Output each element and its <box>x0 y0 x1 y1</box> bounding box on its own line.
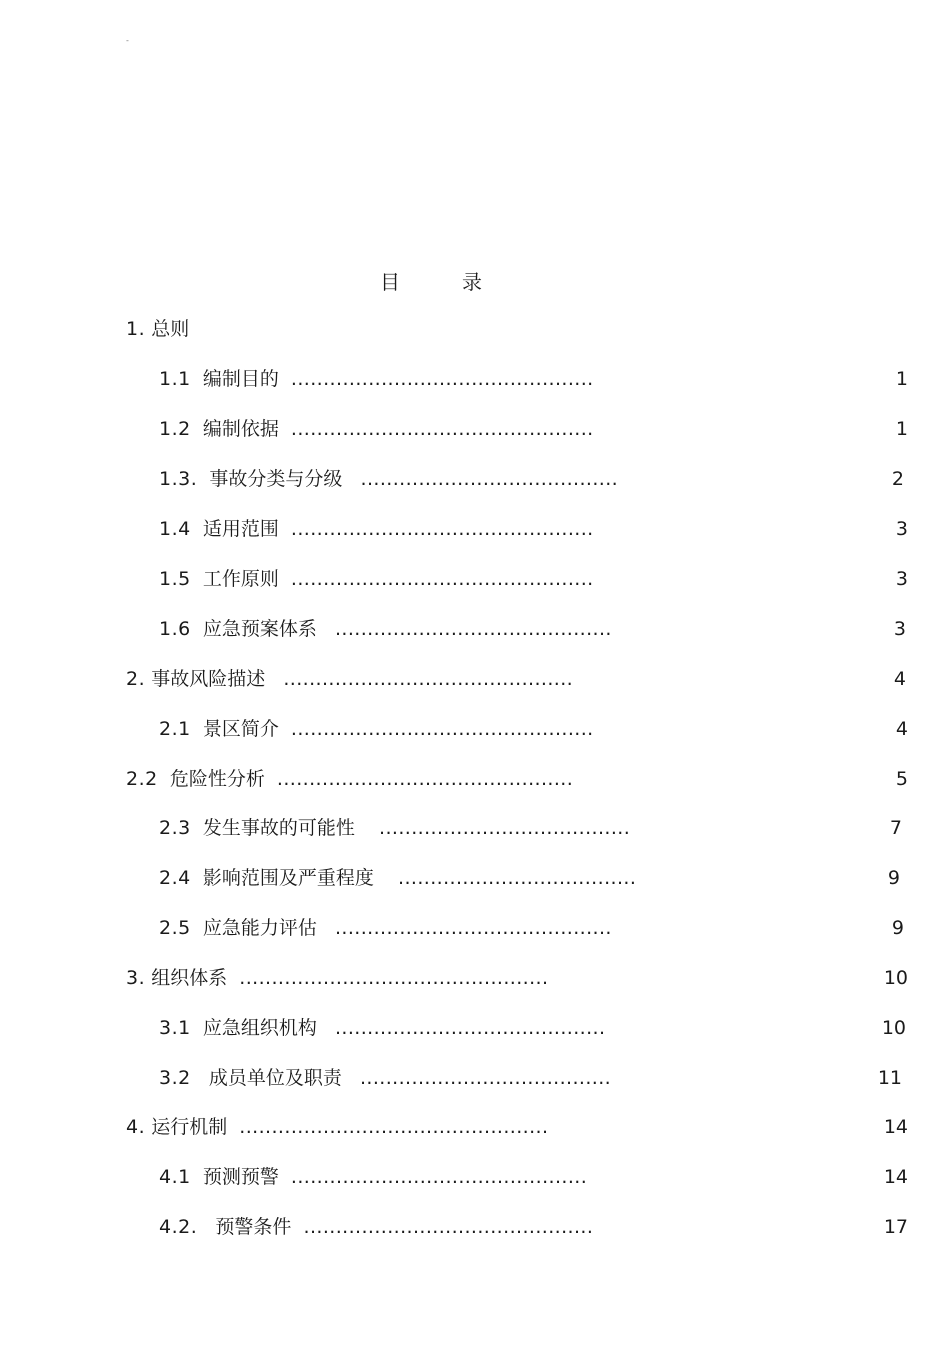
toc-page-number: 1 <box>895 368 908 390</box>
toc-entry[interactable] <box>126 966 548 990</box>
toc-entry[interactable] <box>159 567 594 591</box>
toc-entry-text: 景区简介 <box>202 718 279 740</box>
toc-entry-text: 工作原则 <box>202 568 279 590</box>
toc-page-number: 4 <box>893 668 906 690</box>
toc-entry-text: 事故风险描述 <box>151 668 266 690</box>
toc-entry-number: 1.6 <box>159 618 191 640</box>
toc-entry[interactable] <box>159 417 594 441</box>
toc-entry[interactable] <box>126 1115 548 1139</box>
toc-leader-dots: ................................................ <box>239 967 549 989</box>
toc-leader-dots: ..................................... <box>398 867 637 889</box>
toc-leader-dots: ............................................. <box>283 668 574 690</box>
toc-entry[interactable] <box>159 1016 605 1040</box>
toc-leader-dots: ............................................... <box>290 368 594 390</box>
toc-leader-dots: .............................................. <box>276 768 574 790</box>
toc-entry-text: 影响范围及严重程度 <box>202 867 374 889</box>
toc-title-part1: 目 <box>380 270 400 294</box>
toc-page-number: 10 <box>883 967 908 989</box>
toc-entry-text: 运行机制 <box>151 1116 228 1138</box>
toc-entry[interactable] <box>159 717 594 741</box>
toc-entry-text: 发生事故的可能性 <box>202 817 355 839</box>
toc-entry[interactable] <box>159 1066 611 1090</box>
toc-entry-text: 应急能力评估 <box>202 917 317 939</box>
toc-entry-text: 总则 <box>151 318 190 340</box>
toc-page-number: 1 <box>895 418 908 440</box>
toc-entry[interactable] <box>159 617 612 641</box>
toc-entry-number: 1. <box>126 318 146 340</box>
toc-entry[interactable] <box>159 467 618 491</box>
toc-entry[interactable] <box>159 1215 593 1239</box>
toc-entry-number: 1.4 <box>159 518 191 540</box>
toc-entry-text: 应急预案体系 <box>202 618 317 640</box>
toc-page-number: 14 <box>883 1166 908 1188</box>
toc-entry-number: 1.2 <box>159 418 191 440</box>
toc-entry-text: 成员单位及职责 <box>208 1067 342 1089</box>
toc-leader-dots: ........................................... <box>334 917 612 939</box>
toc-page-number: 3 <box>895 518 908 540</box>
toc-entry[interactable] <box>159 367 594 391</box>
toc-page-number: 5 <box>895 768 908 790</box>
toc-entry-text: 编制目的 <box>202 368 279 390</box>
toc-leader-dots: .......................................... <box>334 1017 606 1039</box>
toc-entry-text: 预警条件 <box>215 1216 292 1238</box>
toc-leader-dots: ........................................... <box>334 618 612 640</box>
toc-entry-number: 1.3. <box>159 468 198 490</box>
toc-page-number: 14 <box>883 1116 908 1138</box>
toc-entry-number: 2. <box>126 668 146 690</box>
toc-leader-dots: ............................................. <box>303 1216 594 1238</box>
toc-entry[interactable] <box>126 667 573 691</box>
toc-leader-dots: ................................................ <box>239 1116 549 1138</box>
toc-leader-dots: ............................................... <box>290 718 594 740</box>
toc-entry-number: 3.1 <box>159 1017 191 1039</box>
toc-entry-number: 4.2. <box>159 1216 198 1238</box>
toc-entry-number: 2.3 <box>159 817 191 839</box>
toc-entry-text: 危险性分析 <box>169 768 265 790</box>
toc-entry-text: 预测预警 <box>202 1166 279 1188</box>
toc-entry-text: 应急组织机构 <box>202 1017 317 1039</box>
toc-title-part2: 录 <box>462 270 482 294</box>
toc-entry-text: 事故分类与分级 <box>209 468 343 490</box>
toc-entry[interactable] <box>159 517 594 541</box>
toc-leader-dots: ........................................ <box>360 468 619 490</box>
corner-mark: - <box>126 36 129 45</box>
toc-page-number: 2 <box>891 468 904 490</box>
toc-page-number: 3 <box>895 568 908 590</box>
toc-page-number: 9 <box>891 917 904 939</box>
toc-page-number: 9 <box>887 867 900 889</box>
toc-entry-number: 2.4 <box>159 867 191 889</box>
toc-entry[interactable] <box>159 816 630 840</box>
toc-leader-dots: ............................................... <box>290 568 594 590</box>
toc-leader-dots: ....................................... <box>379 817 631 839</box>
toc-leader-dots: ....................................... <box>359 1067 612 1089</box>
toc-title <box>380 266 482 295</box>
toc-entry[interactable] <box>159 1165 587 1189</box>
toc-leader-dots: .............................................. <box>290 1166 588 1188</box>
toc-entry[interactable] <box>159 916 612 940</box>
toc-page-number: 17 <box>883 1216 908 1238</box>
toc-entry-number: 3. <box>126 967 146 989</box>
toc-entry-text: 适用范围 <box>202 518 279 540</box>
toc-page-number: 11 <box>877 1067 902 1089</box>
toc-page-number: 10 <box>881 1017 906 1039</box>
toc-page-number: 3 <box>893 618 906 640</box>
toc-leader-dots: ............................................... <box>290 518 594 540</box>
toc-page-number: 7 <box>889 817 902 839</box>
toc-entry-number: 2.2 <box>126 768 158 790</box>
toc-entry-number: 1.1 <box>159 368 191 390</box>
toc-entry-text: 组织体系 <box>151 967 228 989</box>
toc-entry-number: 2.5 <box>159 917 191 939</box>
toc-entry-number: 4.1 <box>159 1166 191 1188</box>
toc-entry[interactable] <box>126 317 189 341</box>
toc-entry-number: 1.5 <box>159 568 191 590</box>
toc-entry[interactable] <box>126 767 573 791</box>
toc-page-number: 4 <box>895 718 908 740</box>
toc-entry-number: 4. <box>126 1116 146 1138</box>
toc-leader-dots: ............................................... <box>290 418 594 440</box>
toc-entry[interactable] <box>159 866 636 890</box>
toc-entry-number: 2.1 <box>159 718 191 740</box>
toc-entry-number: 3.2 <box>159 1067 191 1089</box>
toc-entry-text: 编制依据 <box>202 418 279 440</box>
